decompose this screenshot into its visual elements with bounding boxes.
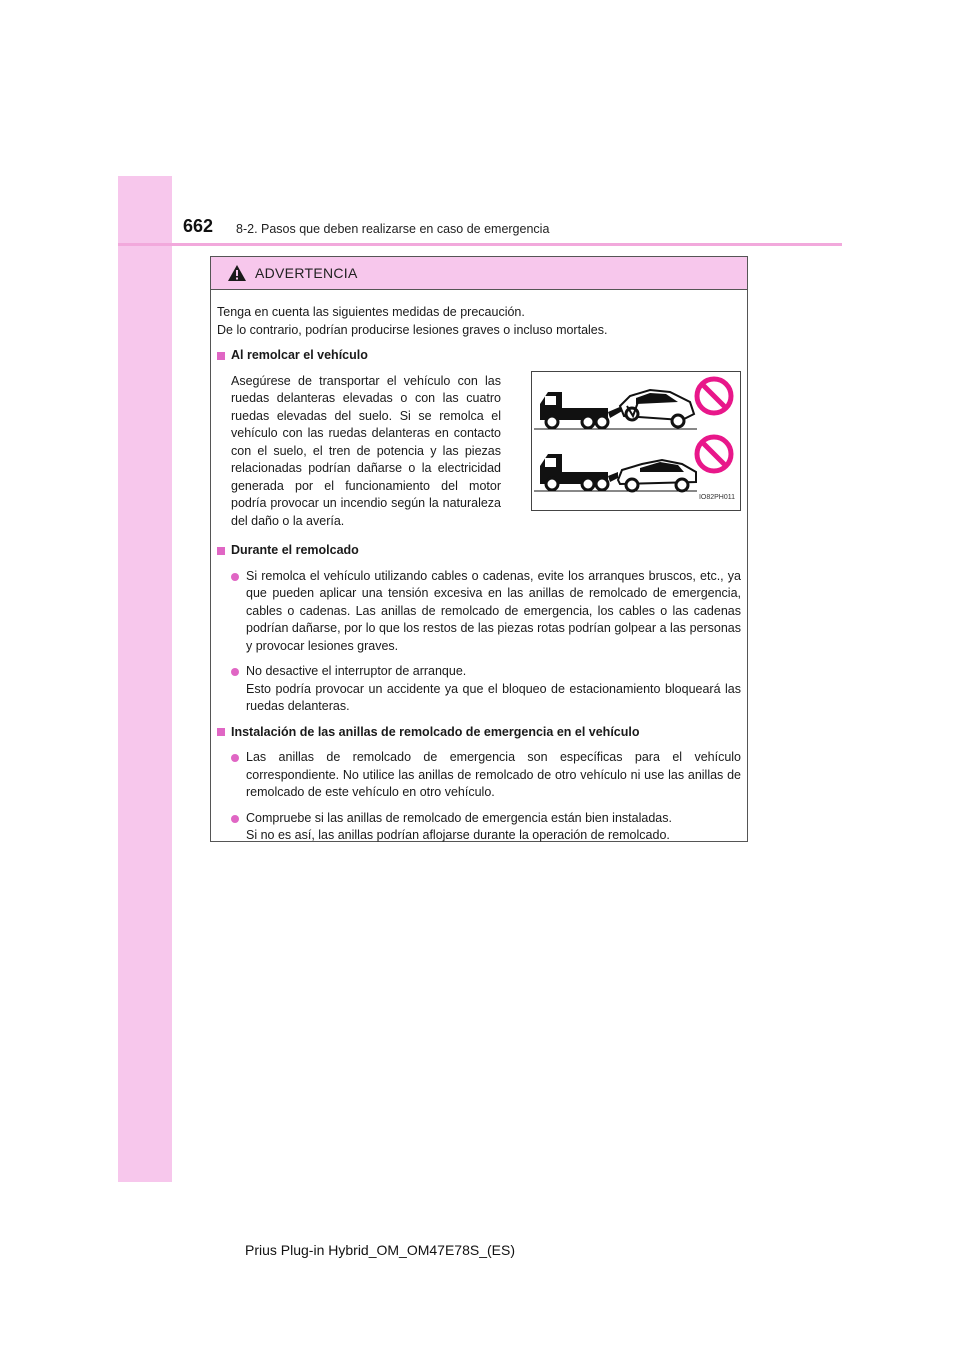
during-list xyxy=(217,568,741,716)
during-bullet-2-line-1: No desactive el interruptor de arranque. xyxy=(246,664,467,678)
towing-text: Asegúrese de transportar el vehículo con las ruedas delanteras elevadas o con las cuatro ruedas elevadas del suelo. Si se remolca el vehículo con las ruedas delanteras en contacto con el suelo, el tren de potencia y las piezas relacionadas podrían dañarse o la electricidad generada por el funcionamiento del motor podría provocar un incendio según la naturaleza del daño o la avería. xyxy=(231,373,501,528)
install-bullet-2-line-1: Compruebe si las anillas de remolcado de emergencia están bien instaladas. xyxy=(246,810,672,825)
install-bullet-2-line-2: Si no es así, las anillas podrían aflojarse durante la operación de remolcado. xyxy=(246,828,670,842)
list-item xyxy=(231,749,741,802)
car-wheels-on-ground-icon xyxy=(618,460,696,491)
install-heading-text: Instalación de las anillas de remolcado de emergencia en el vehículo xyxy=(231,724,640,739)
list-item xyxy=(231,810,741,845)
car-front-raised-icon xyxy=(620,390,694,427)
install-heading xyxy=(217,724,741,742)
warning-header xyxy=(211,257,747,290)
during-heading-text: Durante el remolcado xyxy=(231,543,359,557)
header-rule xyxy=(118,243,842,246)
side-color-band xyxy=(118,176,172,1182)
towing-section xyxy=(217,371,741,531)
list-item xyxy=(231,663,741,716)
bullet-dot-icon xyxy=(231,573,239,581)
install-bullet-2 xyxy=(246,810,741,845)
bullet-dot-icon xyxy=(231,815,239,823)
warning-intro xyxy=(217,304,741,339)
towing-heading xyxy=(217,347,741,365)
square-bullet-icon xyxy=(217,547,225,555)
intro-line-2: De lo contrario, podrían producirse lesiones graves o incluso mortales. xyxy=(217,322,608,337)
intro-line-1: Tenga en cuenta las siguientes medidas de precaución. xyxy=(217,305,525,319)
during-bullet-1: Si remolca el vehículo utilizando cables o cadenas, evite los arranques bruscos, etc., ya que pueden aplicar una tensión excesiva en las anillas de remolcado de emergencia, cables o cadenas. Las anillas de remolcado de emergencia, los cables o las cadenas podrían dañarse, por lo que los restos de las piezas rotas podrían golpear a las personas y provocar lesiones graves. xyxy=(246,568,741,653)
prohibition-icon-top xyxy=(697,379,731,413)
bullet-dot-icon xyxy=(231,668,239,676)
page-number: 662 xyxy=(183,216,214,236)
prohibition-icon-bottom xyxy=(697,437,731,471)
section-title: 8-2. Pasos que deben realizarse en caso de emergencia xyxy=(236,222,550,236)
list-item xyxy=(231,568,741,656)
square-bullet-icon xyxy=(217,728,225,736)
square-bullet-icon xyxy=(217,352,225,360)
install-bullet-1: Las anillas de remolcado de emergencia son específicas para el vehículo correspondiente. No utilice las anillas de remolcado de otro vehículo ni use las anillas de remolcado de este vehículo en otro vehículo. xyxy=(246,750,741,799)
warning-triangle-icon xyxy=(227,264,247,282)
towing-heading-text: Al remolcar el vehículo xyxy=(231,348,368,362)
install-list xyxy=(217,749,741,845)
warning-box xyxy=(210,256,748,842)
warning-body xyxy=(211,290,747,845)
bullet-dot-icon xyxy=(231,754,239,762)
figure-code: IO82PH011 xyxy=(698,494,735,501)
during-heading xyxy=(217,542,741,560)
during-bullet-2 xyxy=(246,663,741,716)
towing-illustration xyxy=(531,371,741,511)
during-bullet-2-line-2: Esto podría provocar un accidente ya que el bloqueo de estacionamiento bloqueará las ruedas delanteras. xyxy=(246,681,741,713)
warning-title: ADVERTENCIA xyxy=(255,265,358,281)
footer-model-code: Prius Plug-in Hybrid_OM_OM47E78S_(ES) xyxy=(245,1242,515,1258)
